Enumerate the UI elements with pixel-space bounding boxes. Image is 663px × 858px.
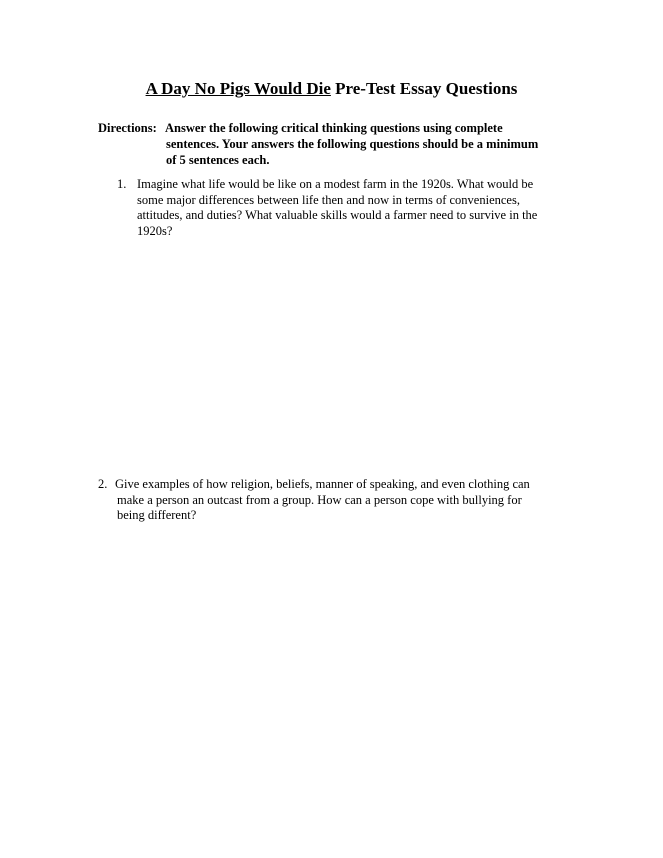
question-2-line-1: Give examples of how religion, beliefs, manner of speaking, and even clothing can	[115, 477, 530, 491]
page-title	[0, 78, 663, 100]
directions-label: Directions:	[98, 121, 157, 135]
question-1-number: 1.	[117, 177, 127, 191]
question-1-line-3: attitudes, and duties? What valuable skills would a farmer need to survive in the	[137, 208, 538, 222]
question-2-number: 2.	[98, 477, 108, 491]
question-1-line-1: Imagine what life would be like on a modest farm in the 1920s. What would be	[137, 177, 534, 191]
directions-line-1: Answer the following critical thinking questions using complete	[165, 121, 503, 135]
book-title: A Day No Pigs Would Die	[145, 79, 331, 98]
question-1-line-2: some major differences between life then and now in terms of conveniences,	[137, 192, 520, 207]
question-2-line-2: make a person an outcast from a group. How can a person cope with bullying for	[117, 492, 522, 507]
title-suffix: Pre-Test Essay Questions	[330, 79, 518, 98]
directions-line-3: of 5 sentences each.	[166, 153, 270, 167]
directions-line-2: sentences. Your answers the following questions should be a minimum	[166, 137, 539, 151]
question-2-line-3: being different?	[117, 508, 197, 522]
question-1-line-4: 1920s?	[137, 223, 173, 238]
